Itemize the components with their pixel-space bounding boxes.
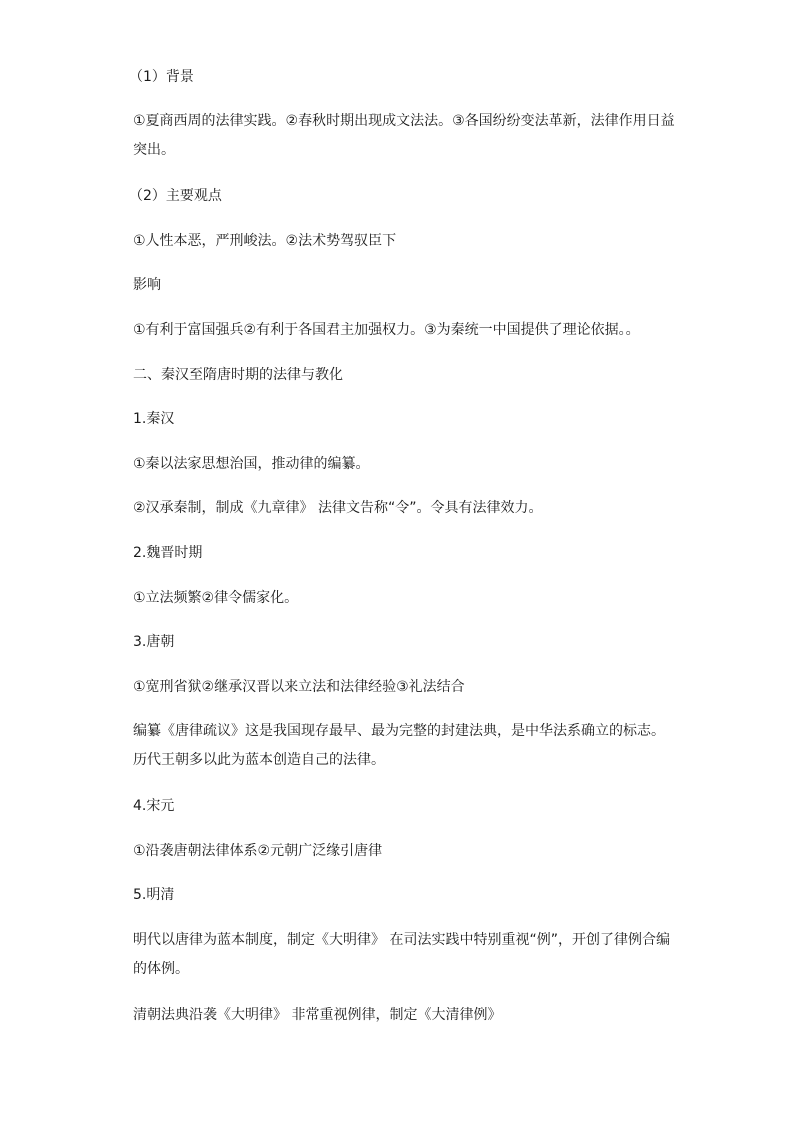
influence-body: ①有利于富国强兵②有利于各国君主加强权力。③为秦统一中国提供了理论依据。。 (133, 322, 640, 338)
tang-heading: 3.唐朝 (133, 634, 175, 650)
tang-body: ①宽刑省狱②继承汉晋以来立法和法律经验③礼法结合 (133, 679, 465, 695)
songyuan-body: ①沿袭唐朝法律体系②元朝广泛缘引唐律 (133, 843, 383, 859)
viewpoints-body: ①人性本恶，严刑峻法。②法术势驾驭臣下 (133, 233, 397, 249)
qinhan-heading: 1.秦汉 (133, 411, 175, 427)
qinhan-item-1: ①秦以法家思想治国，推动律的编纂。 (133, 456, 370, 472)
qing-body: 清朝法典沿袭《大明律》 非常重视例律，制定《大清律例》 (133, 1007, 502, 1023)
section-two-heading: 二、秦汉至隋唐时期的法律与教化 (133, 367, 343, 383)
background-heading: （1）背景 (129, 69, 194, 85)
qinhan-item-2: ②汉承秦制，制成《九章律》 法律文告称“令”。令具有法律效力。 (133, 500, 543, 516)
viewpoints-heading: （2）主要观点 (129, 188, 222, 204)
songyuan-heading: 4.宋元 (133, 798, 175, 814)
weijin-body: ①立法频繁②律令儒家化。 (133, 590, 299, 606)
weijin-heading: 2.魏晋时期 (133, 545, 203, 561)
mingqing-heading: 5.明清 (133, 887, 175, 903)
tang-code: 编纂《唐律疏议》这是我国现存最早、最为完整的封建法典，是中华法系确立的标志。历代王朝多以此为蓝本创造自己的法律。 (133, 723, 665, 768)
background-body: ①夏商西周的法律实践。②春秋时期出现成文法法。③各国纷纷变法革新，法律作用日益突出。 (133, 113, 675, 158)
ming-body: 明代以唐律为蓝本制度，制定《大明律》 在司法实践中特别重视“例”，开创了律例合编的体例。 (133, 932, 670, 977)
influence-heading: 影响 (133, 277, 161, 293)
